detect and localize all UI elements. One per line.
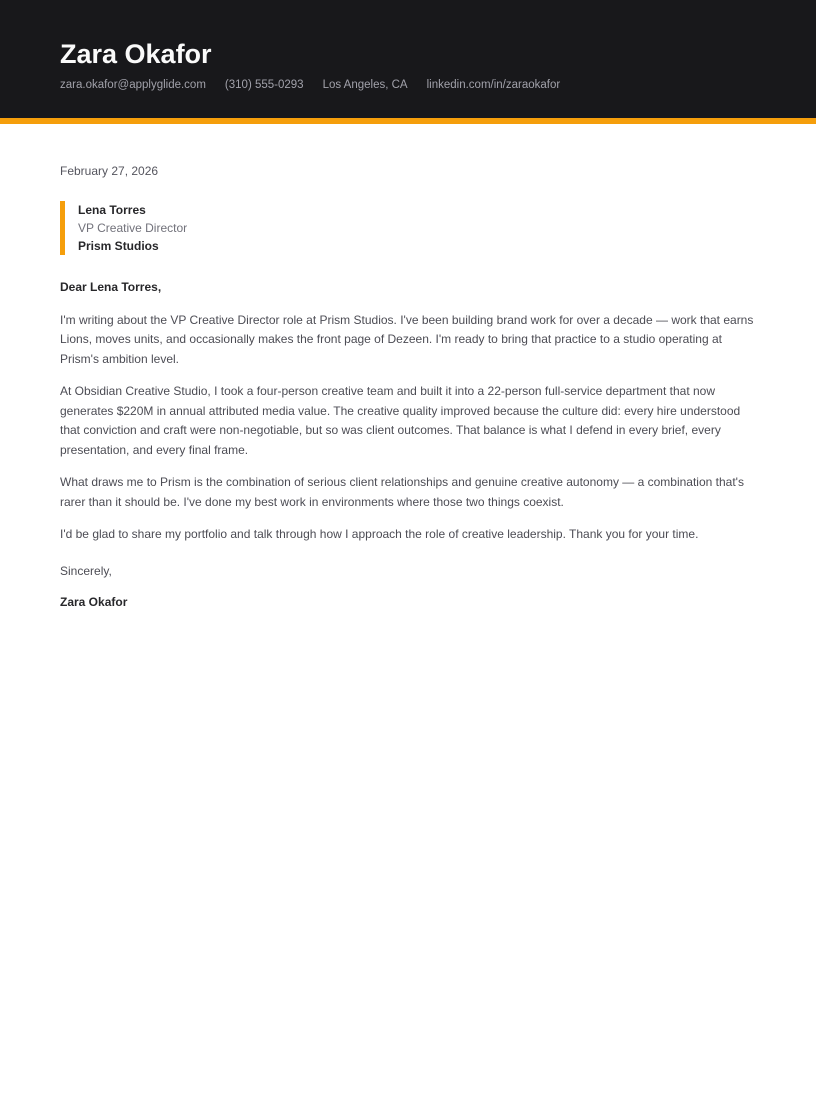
signature: Zara Okafor xyxy=(60,595,128,609)
paragraph-call-to-action: I'd be glad to share my portfolio and talk through how I approach the role of creative leadership. Thank you for your time. xyxy=(60,527,699,541)
email-text: zara.okafor@applyglide.com xyxy=(60,78,206,91)
letter-body xyxy=(0,124,816,613)
author-name: Zara Okafor xyxy=(60,39,212,69)
recipient-company: Prism Studios xyxy=(78,239,159,253)
location-text: Los Angeles, CA xyxy=(322,78,408,91)
paragraph-intro: I'm writing about the VP Creative Director role at Prism Studios. I've been building brand work for over a decade — work that earns Lions, moves units, and occasionally makes the front page of Dezeen. I'm ready to bring that practice to a studio operating at Prism's ambition level. xyxy=(60,312,754,366)
closing: Sincerely, xyxy=(60,563,112,578)
paragraph-experience: At Obsidian Creative Studio, I took a four-person creative team and built it into a 22-person full-service department that now generates $220M in annual attributed media value. The creative quality improved because the culture did: every hire understood that conviction and craft were non-negotiable, but so was client outcomes. That balance is what I defend in every brief, every presentation, and every final frame. xyxy=(60,384,741,457)
letter-date: February 27, 2026 xyxy=(60,164,159,178)
contact-row xyxy=(60,79,756,91)
linkedin-text: linkedin.com/in/zaraokafor xyxy=(426,78,561,91)
phone-text: (310) 555-0293 xyxy=(224,78,304,91)
recipient-title: VP Creative Director xyxy=(78,221,188,235)
recipient-name: Lena Torres xyxy=(78,203,146,217)
salutation: Dear Lena Torres, xyxy=(60,280,162,294)
letter-header xyxy=(0,0,816,118)
recipient-block xyxy=(60,201,756,255)
paragraph-motivation: What draws me to Prism is the combination of serious client relationships and genuine creative autonomy — a combination that's rarer than it should be. I've done my best work in environments where those two things coexist. xyxy=(60,475,744,509)
